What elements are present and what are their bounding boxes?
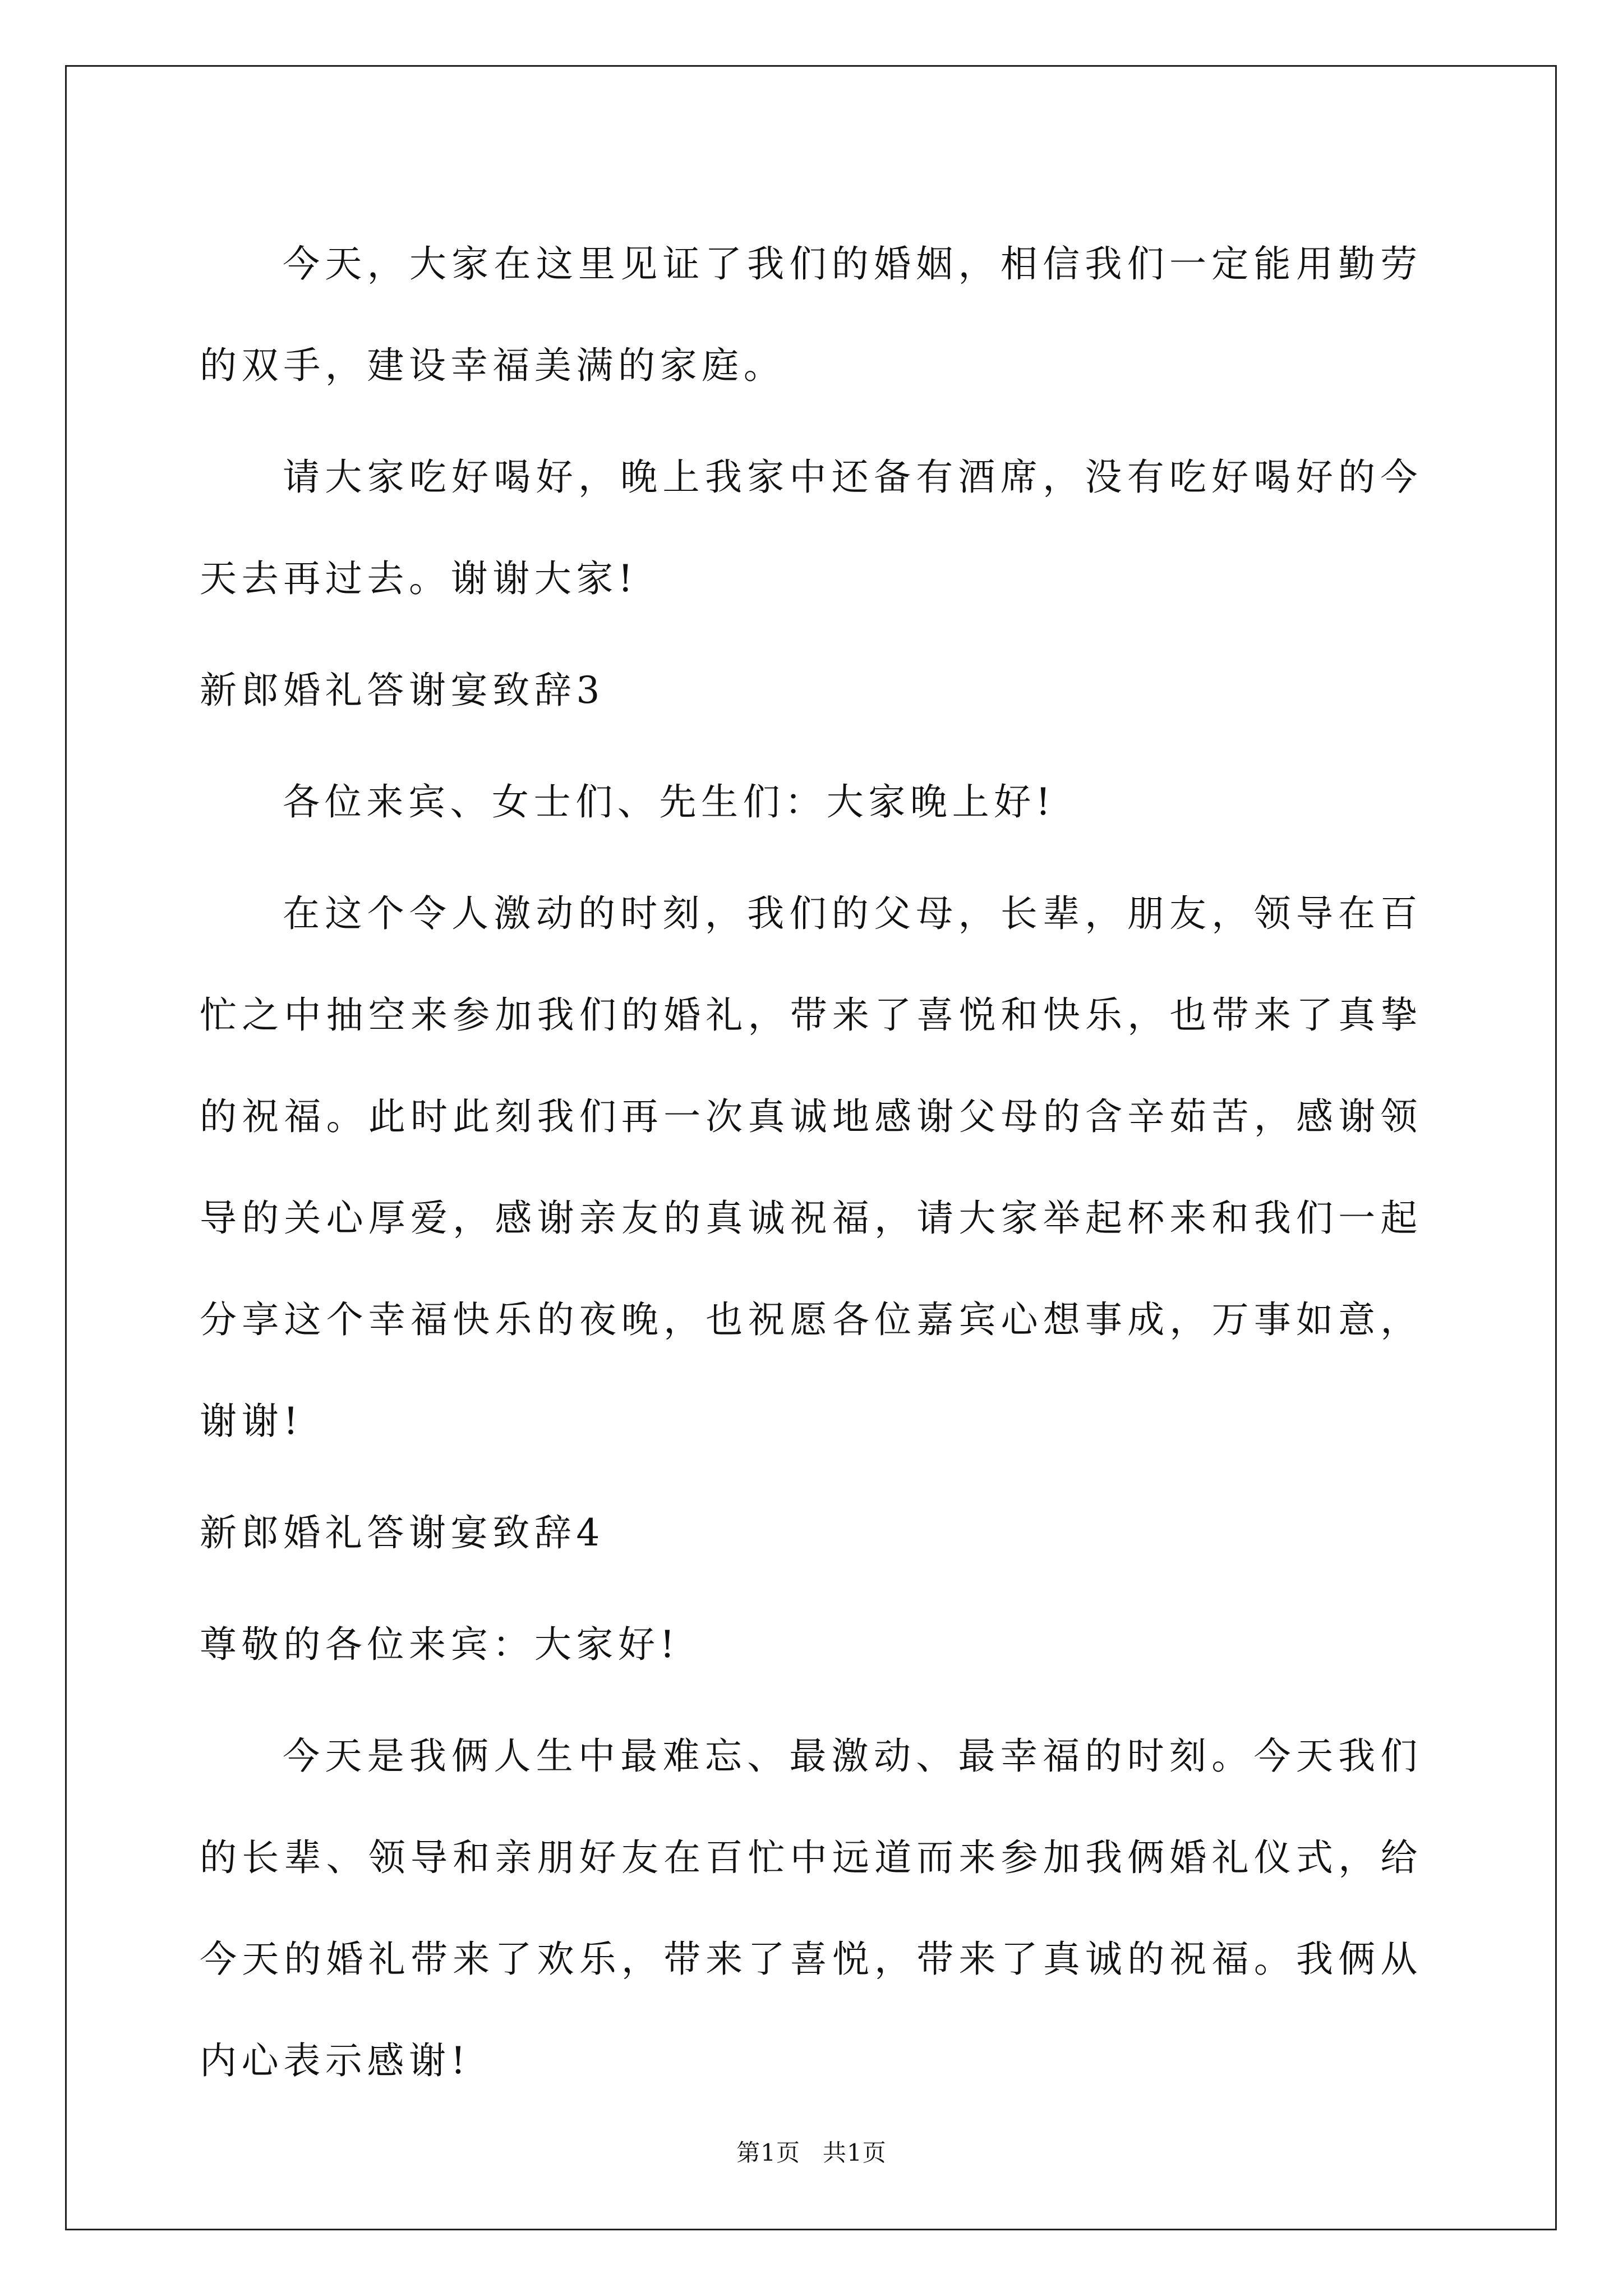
section-heading: 新郎婚礼答谢宴致辞4: [200, 1511, 605, 1554]
paragraph: 今天，大家在这里见证了我们的婚姻，相信我们一定能用勤劳的双手，建设幸福美满的家庭。: [200, 242, 1422, 387]
paragraph: 在这个令人激动的时刻，我们的父母，长辈，朋友，领导在百忙之中抽空来参加我们的婚礼，带来了喜悦和快乐，也带来了真挚的祝福。此时此刻我们再一次真诚地感谢父母的含辛茹苦，感谢领导的关心厚爱，感谢亲友的真诚祝福，请大家举起杯来和我们一起分享这个幸福快乐的夜晚，也祝愿各位嘉宾心想事成，万事如意，谢谢!: [200, 892, 1422, 1443]
document-body: [200, 213, 1422, 2122]
page-number: 第1页: [736, 2139, 800, 2166]
page-total: 共1页: [823, 2139, 887, 2166]
paragraph: 请大家吃好喝好，晚上我家中还备有酒席，没有吃好喝好的今天去再过去。谢谢大家!: [200, 455, 1422, 600]
salutation: 尊敬的各位来宾：大家好!: [200, 1623, 680, 1666]
page-footer: [0, 2134, 1623, 2168]
paragraph: 各位来宾、女士们、先生们：大家晚上好!: [283, 780, 1055, 823]
section-heading: 新郎婚礼答谢宴致辞3: [200, 669, 605, 712]
paragraph: 今天是我俩人生中最难忘、最激动、最幸福的时刻。今天我们的长辈、领导和亲朋好友在百忙中远道而来参加我俩婚礼仪式，给今天的婚礼带来了欢乐，带来了喜悦，带来了真诚的祝福。我俩从内心表示感谢!: [200, 1734, 1422, 2082]
